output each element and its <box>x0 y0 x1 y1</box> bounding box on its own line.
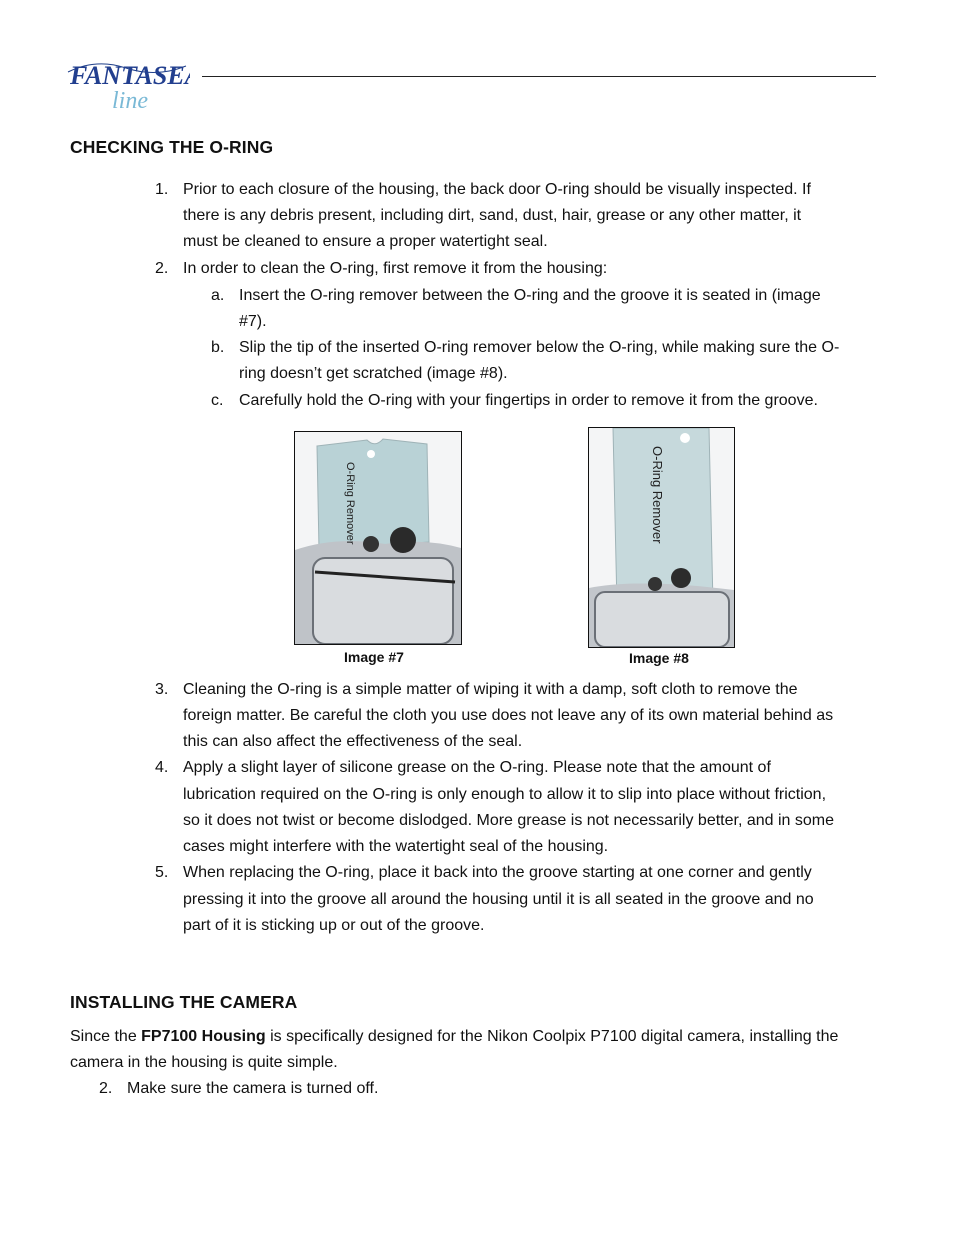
logo-subtext: line <box>112 88 148 114</box>
list-marker: 2. <box>155 260 169 277</box>
sublist-item-text: Carefully hold the O-ring with your fingertips in order to remove it from the groove. <box>239 392 818 409</box>
sublist-item-text: Insert the O-ring remover between the O-ring and the groove it is seated in (image <box>239 287 821 304</box>
intro-suffix: is specifically designed for the Nikon Coolpix P7100 digital camera, installing the <box>265 1028 839 1045</box>
list-item-text: must be cleaned to ensure a proper watertight seal. <box>183 233 548 250</box>
image-7-caption: Image #7 <box>344 649 404 665</box>
image-8-photo <box>588 427 735 648</box>
sublist-item-text: Slip the tip of the inserted O-ring remover below the O-ring, while making sure the O- <box>239 339 840 356</box>
image-7-photo <box>294 431 462 645</box>
list-item-text: part of it is sticking up or out of the groove. <box>183 917 485 934</box>
list-marker: 5. <box>155 864 169 881</box>
list-item-text: this can also affect the effectiveness of the seal. <box>183 733 523 750</box>
list-item-text: lubrication required on the O-ring is only enough to allow it to slip into place without friction, <box>183 786 827 803</box>
list-item-text: Cleaning the O-ring is a simple matter of wiping it with a damp, soft cloth to remove the <box>183 681 798 698</box>
list-item-text: foreign matter. Be careful the cloth you use does not leave any of its own material behind as <box>183 707 834 724</box>
list-marker: 3. <box>155 681 169 698</box>
list-item-text: so it does not twist or become dislodged. More grease is not necessarily better, and in some <box>183 812 835 829</box>
list-item-text: Apply a slight layer of silicone grease on the O-ring. Please note that the amount of <box>183 759 771 776</box>
sublist-marker: a. <box>211 287 225 304</box>
list-marker: 1. <box>155 181 169 198</box>
sublist-marker: c. <box>211 392 224 409</box>
section-title-checking-o-ring: CHECKING THE O-RING <box>70 137 274 157</box>
sublist-item-text: ring doesn’t get scratched (image #8). <box>239 365 508 382</box>
svg-text:O-Ring Remover: O-Ring Remover <box>650 446 665 544</box>
list-item-text: there is any debris present, including dirt, sand, dust, hair, grease or any other matter, it <box>183 207 802 224</box>
sublist-item-text: #7). <box>239 313 267 330</box>
list-marker: 4. <box>155 759 169 776</box>
header-rule <box>202 76 876 77</box>
list-item-text: pressing it into the groove all around the housing until it is all seated in the groove and no <box>183 891 814 908</box>
list-item-text: cases might interfere with the watertight seal of the housing. <box>183 838 609 855</box>
intro-prefix: Since the <box>70 1028 142 1045</box>
logo-wordmark: FANTASEA <box>70 61 190 90</box>
list-item-text: Prior to each closure of the housing, the back door O-ring should be visually inspected. If <box>183 181 811 198</box>
list-marker: 2. <box>99 1080 113 1097</box>
section-title-installing-camera: INSTALLING THE CAMERA <box>70 992 298 1012</box>
svg-text:O-Ring Remover: O-Ring Remover <box>344 462 356 545</box>
list-item-text: In order to clean the O-ring, first remove it from the housing: <box>183 260 608 277</box>
list-item-text: Make sure the camera is turned off. <box>127 1080 379 1097</box>
image-8-caption: Image #8 <box>629 650 689 666</box>
fantasea-line-logo <box>66 44 190 114</box>
intro-paragraph-line <box>70 1024 838 1050</box>
sublist-marker: b. <box>211 339 225 356</box>
product-name: FP7100 Housing <box>141 1028 266 1045</box>
list-item-text: When replacing the O-ring, place it back into the groove starting at one corner and gently <box>183 864 812 881</box>
intro-paragraph-line: camera in the housing is quite simple. <box>70 1054 338 1071</box>
